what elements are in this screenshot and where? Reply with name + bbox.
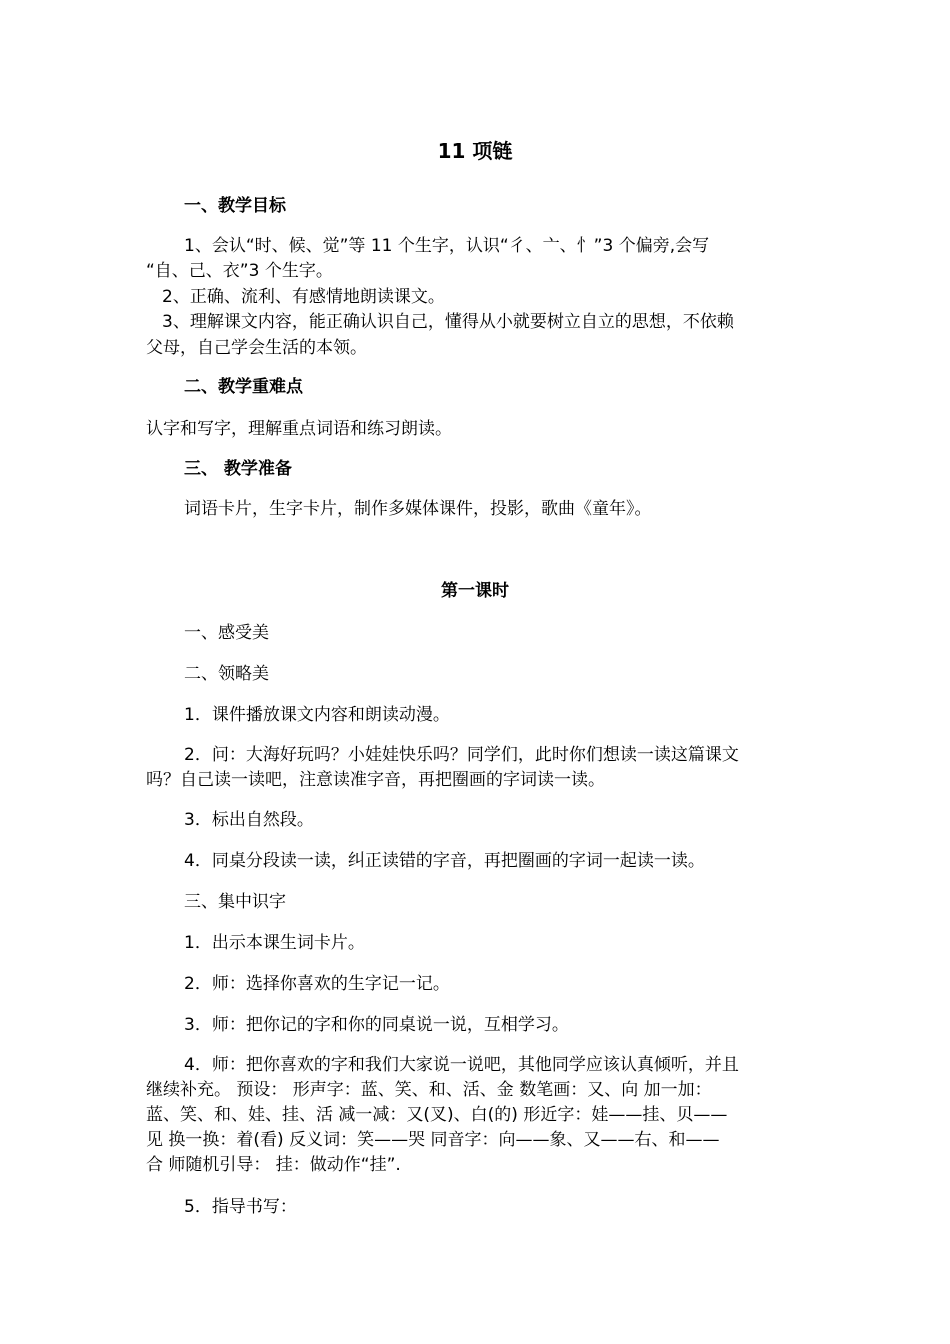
part-2-item-2-line-1: 2．问：大海好玩吗？小娃娃快乐吗？同学们，此时你们想读一读这篇课文 (184, 745, 739, 765)
goal-item-1-line-1: 1、会认“时、候、觉”等 11 个生字，认识“彳、亠、忄”3 个偏旁,会写 (184, 236, 710, 256)
lesson-1-heading: 第一课时 (441, 581, 509, 601)
part-3-item-4-line-4: 见 换一换：着(看) 反义词：笑——哭 同音字：向——象、又——右、和—— (146, 1130, 720, 1150)
goal-item-3-line-1: 3、理解课文内容，能正确认识自己，懂得从小就要树立自立的思想，不依赖 (162, 312, 734, 332)
part-3-heading: 三、集中识字 (184, 892, 286, 912)
goal-item-2: 2、正确、流利、有感情地朗读课文。 (162, 287, 445, 307)
part-2-item-3: 3．标出自然段。 (184, 810, 314, 830)
part-2-item-2-line-2: 吗？自己读一读吧，注意读准字音，再把圈画的字词读一读。 (146, 770, 605, 790)
part-2-item-4: 4．同桌分段读一读，纠正读错的字音，再把圈画的字词一起读一读。 (184, 851, 705, 871)
part-3-item-5: 5．指导书写： (184, 1197, 297, 1217)
part-3-item-2: 2．师：选择你喜欢的生字记一记。 (184, 974, 450, 994)
heading-key-points: 二、教学重难点 (184, 377, 303, 397)
part-2-item-1: 1．课件播放课文内容和朗读动漫。 (184, 705, 450, 725)
heading-preparation: 三、 教学准备 (184, 459, 292, 479)
part-2-heading: 二、领略美 (184, 664, 269, 684)
part-3-item-3: 3．师：把你记的字和你的同桌说一说，互相学习。 (184, 1015, 569, 1035)
heading-teaching-goals: 一、教学目标 (184, 196, 286, 216)
part-3-item-4-line-5: 合 师随机引导： 挂：做动作“挂”. (146, 1155, 401, 1175)
document-title: 11 项链 (437, 139, 513, 163)
part-3-item-1: 1．出示本课生词卡片。 (184, 933, 365, 953)
part-3-item-4-line-3: 蓝、笑、和、娃、挂、活 减一减：又(叉)、白(的) 形近字：娃——挂、贝—— (146, 1105, 728, 1125)
goal-item-1-line-2: “自、己、衣”3 个生字。 (146, 261, 333, 281)
preparation-text: 词语卡片，生字卡片，制作多媒体课件，投影，歌曲《童年》。 (184, 499, 652, 519)
key-points-text: 认字和写字，理解重点词语和练习朗读。 (146, 419, 452, 439)
part-3-item-4-line-2: 继续补充。 预设： 形声字：蓝、笑、和、活、金 数笔画：又、向 加一加： (146, 1080, 712, 1100)
part-1-heading: 一、感受美 (184, 623, 269, 643)
part-3-item-4-line-1: 4．师：把你喜欢的字和我们大家说一说吧，其他同学应该认真倾听，并且 (184, 1055, 739, 1075)
goal-item-3-line-2: 父母，自己学会生活的本领。 (146, 338, 367, 358)
